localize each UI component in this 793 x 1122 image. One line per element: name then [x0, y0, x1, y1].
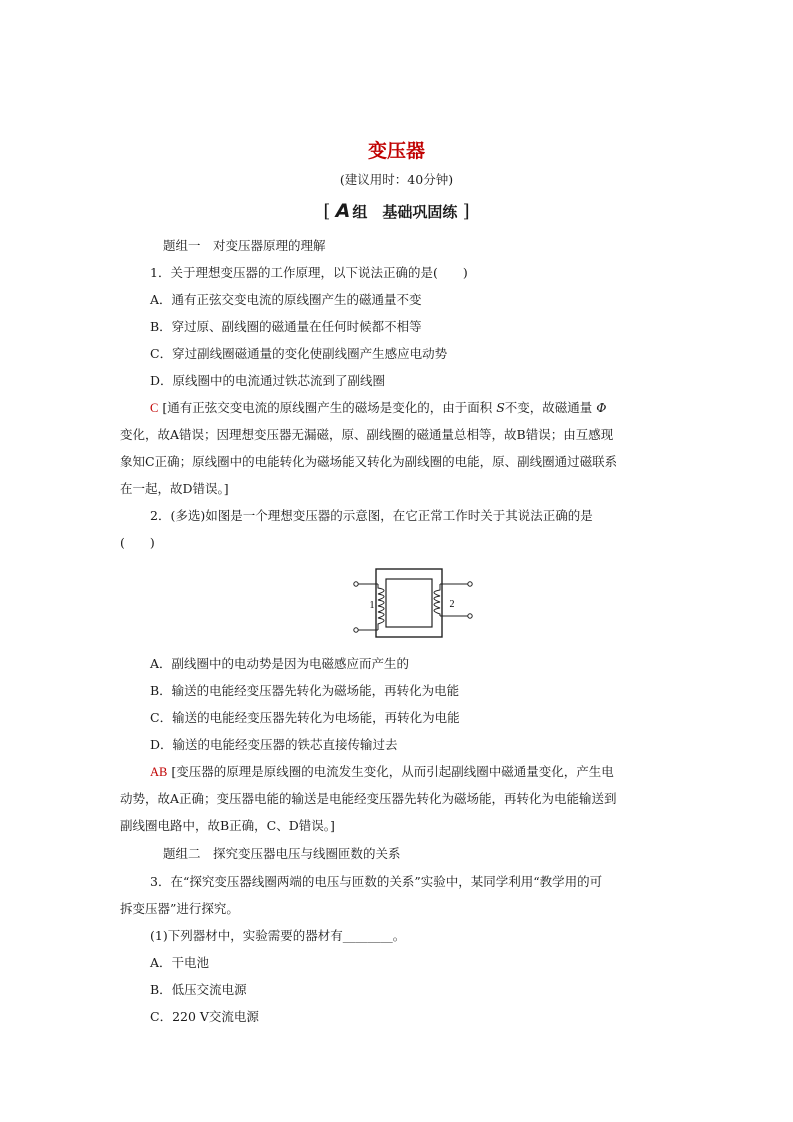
q1-explanation-line-2: 变化，故A错误；因理想变压器无漏磁，原、副线圈的磁通量总相等，故B错误；由互感现: [120, 427, 614, 442]
q2-option-d: D．输送的电能经变压器的铁芯直接传输过去: [150, 737, 398, 752]
q1-option-b: B．穿过原、副线圈的磁通量在任何时候都不相等: [150, 319, 422, 334]
q3-stem-line-1: 3．在“探究变压器线圈两端的电压与匝数的关系”实验中，某同学利用“教学用的可: [150, 874, 603, 889]
q3-option-b: B．低压交流电源: [150, 982, 247, 997]
transformer-diagram: [348, 566, 478, 642]
page-title: 变压器: [367, 140, 425, 162]
q2-explanation-line-2: 动势，故A正确；变压器电能的输送是电能经变压器先转化为磁场能，再转化为电能输送到: [120, 791, 617, 806]
suggested-time: (建议用时：40分钟): [339, 172, 454, 187]
q2-stem-line-1: 2．(多选)如图是一个理想变压器的示意图，在它正常工作时关于其说法正确的是: [150, 508, 593, 523]
q3-stem-line-2: 拆变压器”进行探究。: [120, 901, 239, 916]
primary-coil-label: 1: [369, 600, 375, 611]
group-bracket-open: [: [323, 201, 331, 222]
secondary-coil-label: 2: [449, 599, 455, 610]
q1-explanation-line-4: 在一起，故D错误。]: [120, 481, 229, 496]
q2-explanation-line-3: 副线圈电路中，故B正确，C、D错误。]: [120, 818, 335, 833]
q2-stem-line-2: ( ): [120, 535, 155, 550]
q2-option-c: C．输送的电能经变压器先转化为电场能，再转化为电能: [150, 710, 460, 725]
q3-option-a: A．干电池: [150, 955, 210, 970]
q1-option-a: A．通有正弦交变电流的原线圈产生的磁通量不变: [150, 292, 422, 307]
section-heading-1: 题组一 对变压器原理的理解: [163, 238, 326, 253]
q1-option-d: D．原线圈中的电流通过铁芯流到了副线圈: [150, 373, 386, 388]
group-bracket-close: ]: [462, 201, 470, 222]
group-letter: A: [335, 200, 351, 222]
q2-option-a: A．副线圈中的电动势是因为电磁感应而产生的: [150, 656, 410, 671]
q2-answer: AB: [150, 765, 168, 779]
q1-explanation-line-3: 象知C正确；原线圈中的电能转化为磁场能又转化为副线圈的电能，原、副线圈通过磁联系: [120, 454, 618, 469]
q1-stem: 1．关于理想变压器的工作原理，以下说法正确的是( ): [150, 265, 468, 280]
group-label: 组 基础巩固练: [352, 203, 458, 221]
q3-sub-question-1: (1)下列器材中，实验需要的器材有________。: [150, 928, 406, 943]
q1-answer: C: [150, 401, 159, 415]
q1-option-c: C．穿过副线圈磁通量的变化使副线圈产生感应电动势: [150, 346, 448, 361]
q2-explanation-line-1: AB [变压器的原理是原线圈的电流发生变化，从而引起副线圈中磁通量变化，产生电: [150, 764, 614, 779]
q2-option-b: B．输送的电能经变压器先转化为磁场能，再转化为电能: [150, 683, 460, 698]
q3-option-c: C．220 V交流电源: [150, 1009, 259, 1024]
q1-explanation-line-1: C [通有正弦交变电流的原线圈产生的磁场是变化的，由于面积 S不变，故磁通量 Φ: [150, 400, 607, 415]
group-heading: [0, 200, 793, 222]
section-heading-2: 题组二 探究变压器电压与线圈匝数的关系: [163, 846, 401, 861]
